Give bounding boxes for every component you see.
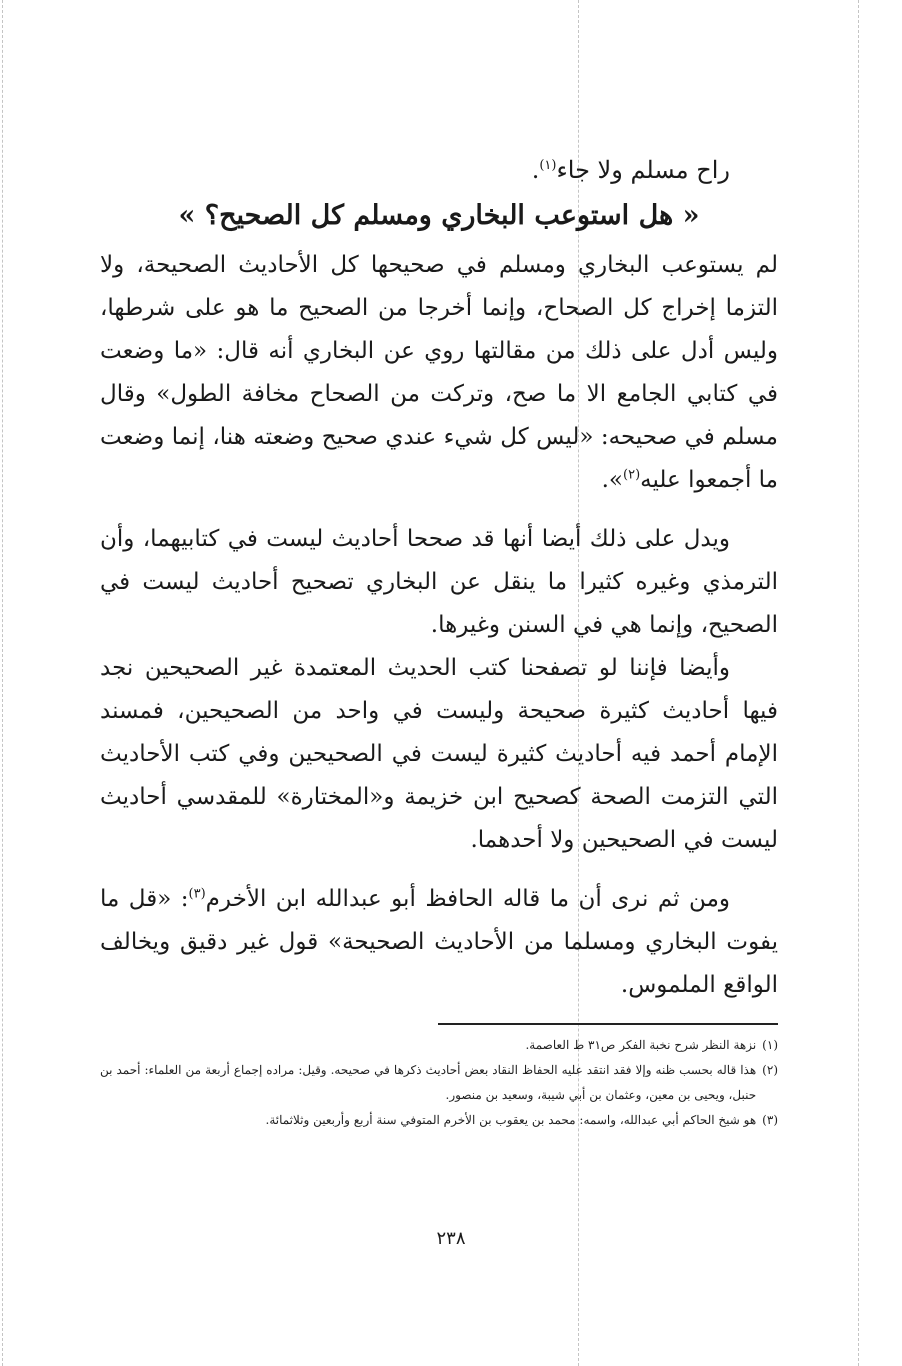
paragraph-4-end: : «قل ما يفوت البخاري ومسلما من الأحاديث الصحيحة» قول غير دقيق ويخالف الواقع الملموس. bbox=[100, 886, 778, 998]
footnote-ref-3: (٣) bbox=[188, 886, 206, 902]
paragraph-2 bbox=[100, 518, 778, 647]
paragraph-4 bbox=[100, 878, 778, 1007]
footnote-number: (٢) bbox=[762, 1063, 778, 1077]
footnote-ref-1: (١) bbox=[539, 158, 557, 173]
footnotes bbox=[100, 1033, 778, 1133]
footnote-number: (٣) bbox=[762, 1113, 778, 1127]
scan-dashed-line-left bbox=[2, 0, 3, 1366]
paragraph-1-text: لم يستوعب البخاري ومسلم في صحيحها كل الأحاديث الصحيحة، ولا التزما إخراج كل الصحاح، وإنما أخرجا من الصحيح ما هو على شرطها، وليس أدل على ذلك من مقالتها روي عن البخاري أنه قال: «ما وضعت في كتابي الجامع الا ما صح، وتركت من الصحاح مخافة الطول» وقال مسلم في صحيحه: «ليس كل شيء عندي صحيح وضعته هنا، إنما وضعت ما أجمعوا عليه bbox=[100, 252, 778, 493]
footnote-divider bbox=[438, 1023, 778, 1025]
paragraph-2-text: ويدل على ذلك أيضا أنها قد صححا أحاديث ليست في كتابيهما، وأن الترمذي وغيره كثيرا ما ينقل عن البخاري تصحيح أحاديث ليست في الصحيح، وإنما هي في السنن وغيرها. bbox=[100, 526, 778, 638]
footnote-text: هو شيخ الحاكم أبي عبدالله، واسمه: محمد بن يعقوب بن الأخرم المتوفي سنة أربع وأربعين وثلاثمائة. bbox=[265, 1113, 757, 1127]
paragraph-3 bbox=[100, 647, 778, 862]
footnote-number: (١) bbox=[762, 1038, 778, 1052]
paragraph-3-text: وأيضا فإننا لو تصفحنا كتب الحديث المعتمدة غير الصحيحين نجد فيها أحاديث كثيرة صحيحة وليست في واحد من الصحيحين، فمسند الإمام أحمد فيه أحاديث كثيرة ليست في الصحيحين وفي كتب الأحاديث التي التزمت الصحة كصحيح ابن خزيمة و«المختارة» للمقدسي أحاديث ليست في الصحيحين ولا أحدهما. bbox=[100, 655, 778, 853]
continuation-line: راح مسلم ولا جاء$^{(١)}$. bbox=[531, 156, 730, 184]
footnote-2 bbox=[100, 1058, 778, 1108]
footnote-1 bbox=[100, 1033, 778, 1058]
footnote-3 bbox=[100, 1108, 778, 1133]
footnote-ref-2: (٢) bbox=[623, 467, 641, 483]
book-page bbox=[100, 150, 778, 1133]
paragraph-1-end: ». bbox=[601, 467, 624, 493]
footnote-text: هذا قاله بحسب ظنه وإلا فقد انتقد عليه الحفاظ النقاد بعض أحاديث ذكرها في صحيحه. وقيل: مراده إجماع أربعة من العلماء: أحمد بن حنبل، ويحيى بن معين، وعثمان بن أبي شيبة، وسعيد بن منصور. bbox=[100, 1063, 757, 1102]
paragraph-1 bbox=[100, 244, 778, 502]
paragraph-gap bbox=[100, 502, 778, 518]
continuation-text: راح مسلم ولا جاء bbox=[556, 156, 730, 184]
paragraph-4-text: ومن ثم نرى أن ما قاله الحافظ أبو عبدالله ابن الأخرم bbox=[205, 886, 730, 912]
footnote-text: نزهة النظر شرح نخبة الفكر ص٣١ ط العاصمة. bbox=[525, 1038, 757, 1052]
page-number: ٢٣٨ bbox=[436, 1228, 466, 1249]
section-heading: « هل استوعب البخاري ومسلم كل الصحيح؟ » bbox=[178, 200, 700, 231]
paragraph-gap bbox=[100, 862, 778, 878]
scan-dashed-line-right bbox=[858, 0, 859, 1366]
